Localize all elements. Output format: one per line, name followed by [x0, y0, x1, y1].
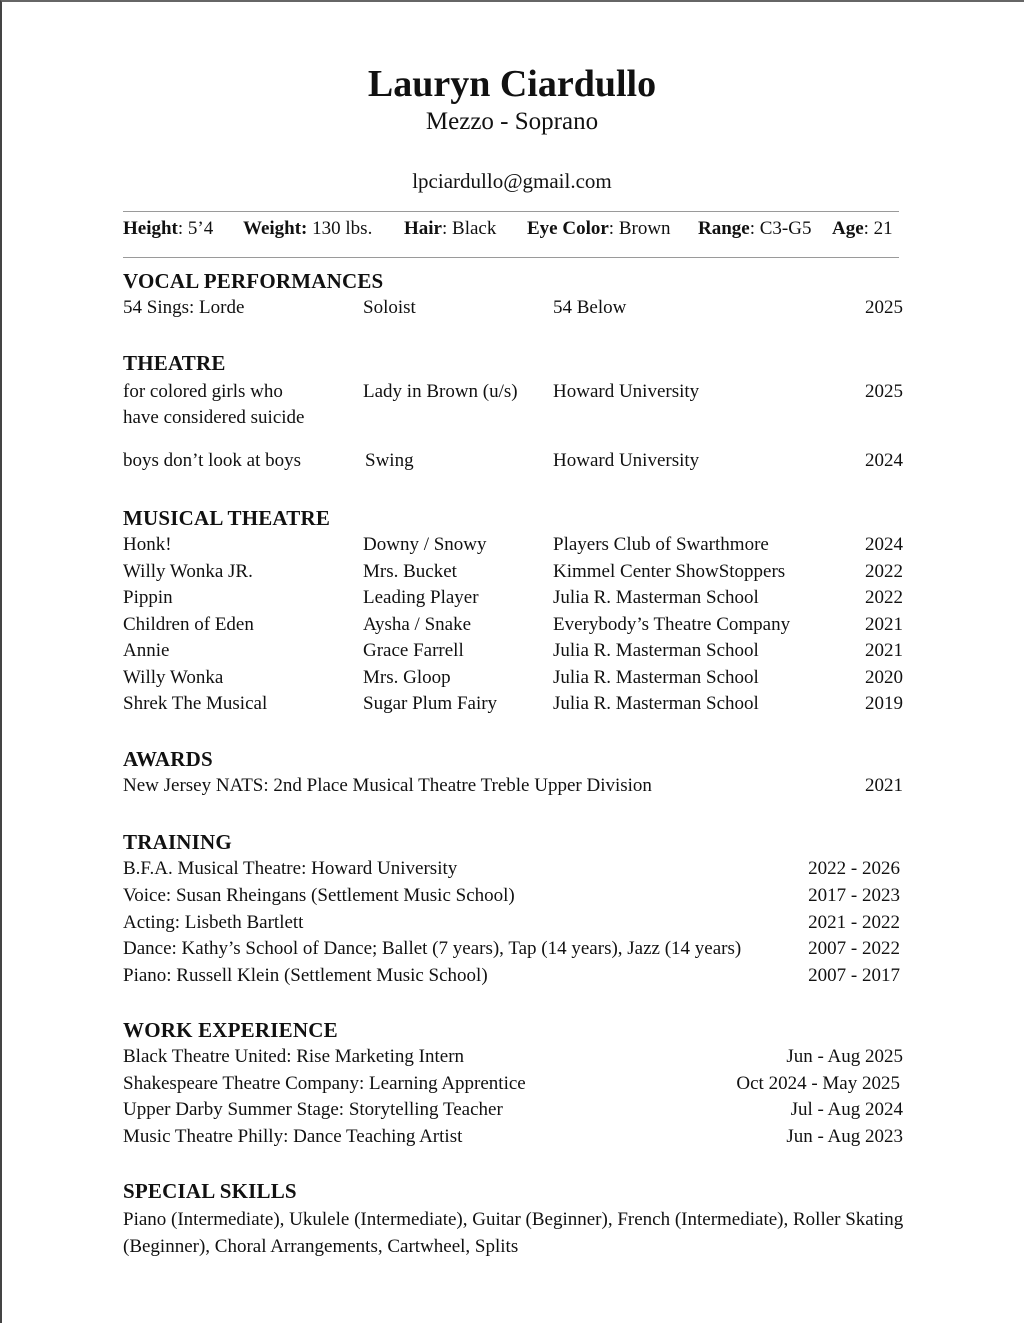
work-text: Upper Darby Summer Stage: Storytelling Teacher: [123, 1099, 503, 1120]
stats-bottom-rule: [123, 257, 899, 258]
credit-title: Annie: [123, 640, 170, 661]
training-years: 2007 - 2022: [808, 938, 900, 959]
stat-hair: Hair: Black: [404, 218, 497, 239]
credit-title: Honk!: [123, 534, 172, 555]
credit-venue: Julia R. Masterman School: [553, 587, 759, 608]
credit-role: Sugar Plum Fairy: [363, 693, 498, 714]
credit-year: 2022: [865, 587, 903, 608]
training-text: Piano: Russell Klein (Settlement Music School): [123, 965, 488, 986]
credit-venue: 54 Below: [553, 297, 627, 318]
stat-eye-color: Eye Color: Brown: [527, 218, 671, 239]
credit-title: boys don’t look at boys: [123, 450, 302, 471]
email-address[interactable]: lpciardullo@gmail.com: [412, 169, 612, 193]
credit-venue: Julia R. Masterman School: [553, 693, 759, 714]
credit-role: Aysha / Snake: [363, 614, 472, 635]
section-heading-vocal: VOCAL PERFORMANCES: [123, 269, 384, 293]
stat-weight: Weight: 130 lbs.: [243, 218, 373, 239]
credit-title: Children of Eden: [123, 614, 254, 635]
credit-venue: Julia R. Masterman School: [553, 640, 759, 661]
credit-venue: Everybody’s Theatre Company: [553, 614, 791, 635]
work-dates: Jun - Aug 2025: [786, 1046, 903, 1067]
section-heading-musical-theatre: MUSICAL THEATRE: [123, 506, 331, 530]
section-heading-theatre: THEATRE: [123, 351, 226, 375]
credit-role: Mrs. Gloop: [363, 667, 451, 688]
stat-range: Range: C3-G5: [698, 218, 812, 239]
credit-role: Soloist: [363, 297, 416, 318]
training-text: Voice: Susan Rheingans (Settlement Music School): [123, 885, 515, 906]
credit-role: Lady in Brown (u/s): [363, 381, 518, 402]
voice-type: Mezzo - Soprano: [425, 108, 599, 135]
performer-name: Lauryn Ciardullo: [367, 63, 657, 105]
training-text: B.F.A. Musical Theatre: Howard University: [123, 858, 458, 879]
section-heading-work-experience: WORK EXPERIENCE: [123, 1018, 338, 1042]
credit-venue: Kimmel Center ShowStoppers: [553, 561, 786, 582]
credit-year: 2025: [865, 297, 903, 318]
stats-top-rule: [123, 211, 899, 212]
work-text: Shakespeare Theatre Company: Learning Apprentice: [123, 1073, 526, 1094]
section-heading-training: TRAINING: [123, 830, 232, 854]
stat-height: Height: 5’4: [123, 218, 214, 239]
stat-age: Age: 21: [832, 218, 893, 239]
training-years: 2017 - 2023: [808, 885, 900, 906]
credit-venue: Julia R. Masterman School: [553, 667, 759, 688]
credit-title: Willy Wonka JR.: [123, 561, 253, 582]
credit-venue: Howard University: [553, 450, 700, 471]
work-text: Music Theatre Philly: Dance Teaching Artist: [123, 1126, 463, 1147]
credit-role: Grace Farrell: [363, 640, 464, 661]
credit-title: Shrek The Musical: [123, 693, 268, 714]
credit-year: 2019: [865, 693, 903, 714]
section-heading-awards: AWARDS: [123, 747, 213, 771]
credit-role: Downy / Snowy: [363, 534, 487, 555]
credit-role: Swing: [365, 450, 414, 471]
credit-title: for colored girls who: [123, 381, 283, 402]
credit-year: 2021: [865, 614, 903, 635]
credit-venue: Howard University: [553, 381, 700, 402]
work-dates: Jul - Aug 2024: [790, 1099, 903, 1120]
work-dates: Oct 2024 - May 2025: [736, 1073, 900, 1094]
credit-title: Willy Wonka: [123, 667, 224, 688]
work-dates: Jun - Aug 2023: [786, 1126, 903, 1147]
credit-title: Pippin: [123, 587, 173, 608]
credit-year: 2021: [865, 640, 903, 661]
training-text: Acting: Lisbeth Bartlett: [123, 912, 304, 933]
credit-year: 2020: [865, 667, 903, 688]
credit-year: 2025: [865, 381, 903, 402]
credit-role: Mrs. Bucket: [363, 561, 457, 582]
credit-title: 54 Sings: Lorde: [123, 297, 245, 318]
credit-year: 2022: [865, 561, 903, 582]
work-text: Black Theatre United: Rise Marketing Intern: [123, 1046, 465, 1067]
training-text: Dance: Kathy’s School of Dance; Ballet (7 years), Tap (14 years), Jazz (14 years): [123, 938, 742, 959]
award-year: 2021: [865, 775, 903, 796]
training-years: 2007 - 2017: [808, 965, 900, 986]
credit-venue: Players Club of Swarthmore: [553, 534, 769, 555]
training-years: 2022 - 2026: [808, 858, 900, 879]
award-text: New Jersey NATS: 2nd Place Musical Theatre Treble Upper Division: [123, 775, 652, 796]
credit-year: 2024: [865, 450, 903, 471]
special-skills-text: Piano (Intermediate), Ukulele (Intermediate), Guitar (Beginner), French (Intermediate), Roller Skating (Beginner), Choral Arrangements, Cartwheel, Splits: [123, 1209, 904, 1257]
training-years: 2021 - 2022: [808, 912, 900, 933]
credit-title-continued: have considered suicide: [123, 407, 305, 428]
credit-role: Leading Player: [363, 587, 479, 608]
credit-year: 2024: [865, 534, 903, 555]
section-heading-special-skills: SPECIAL SKILLS: [123, 1179, 297, 1203]
